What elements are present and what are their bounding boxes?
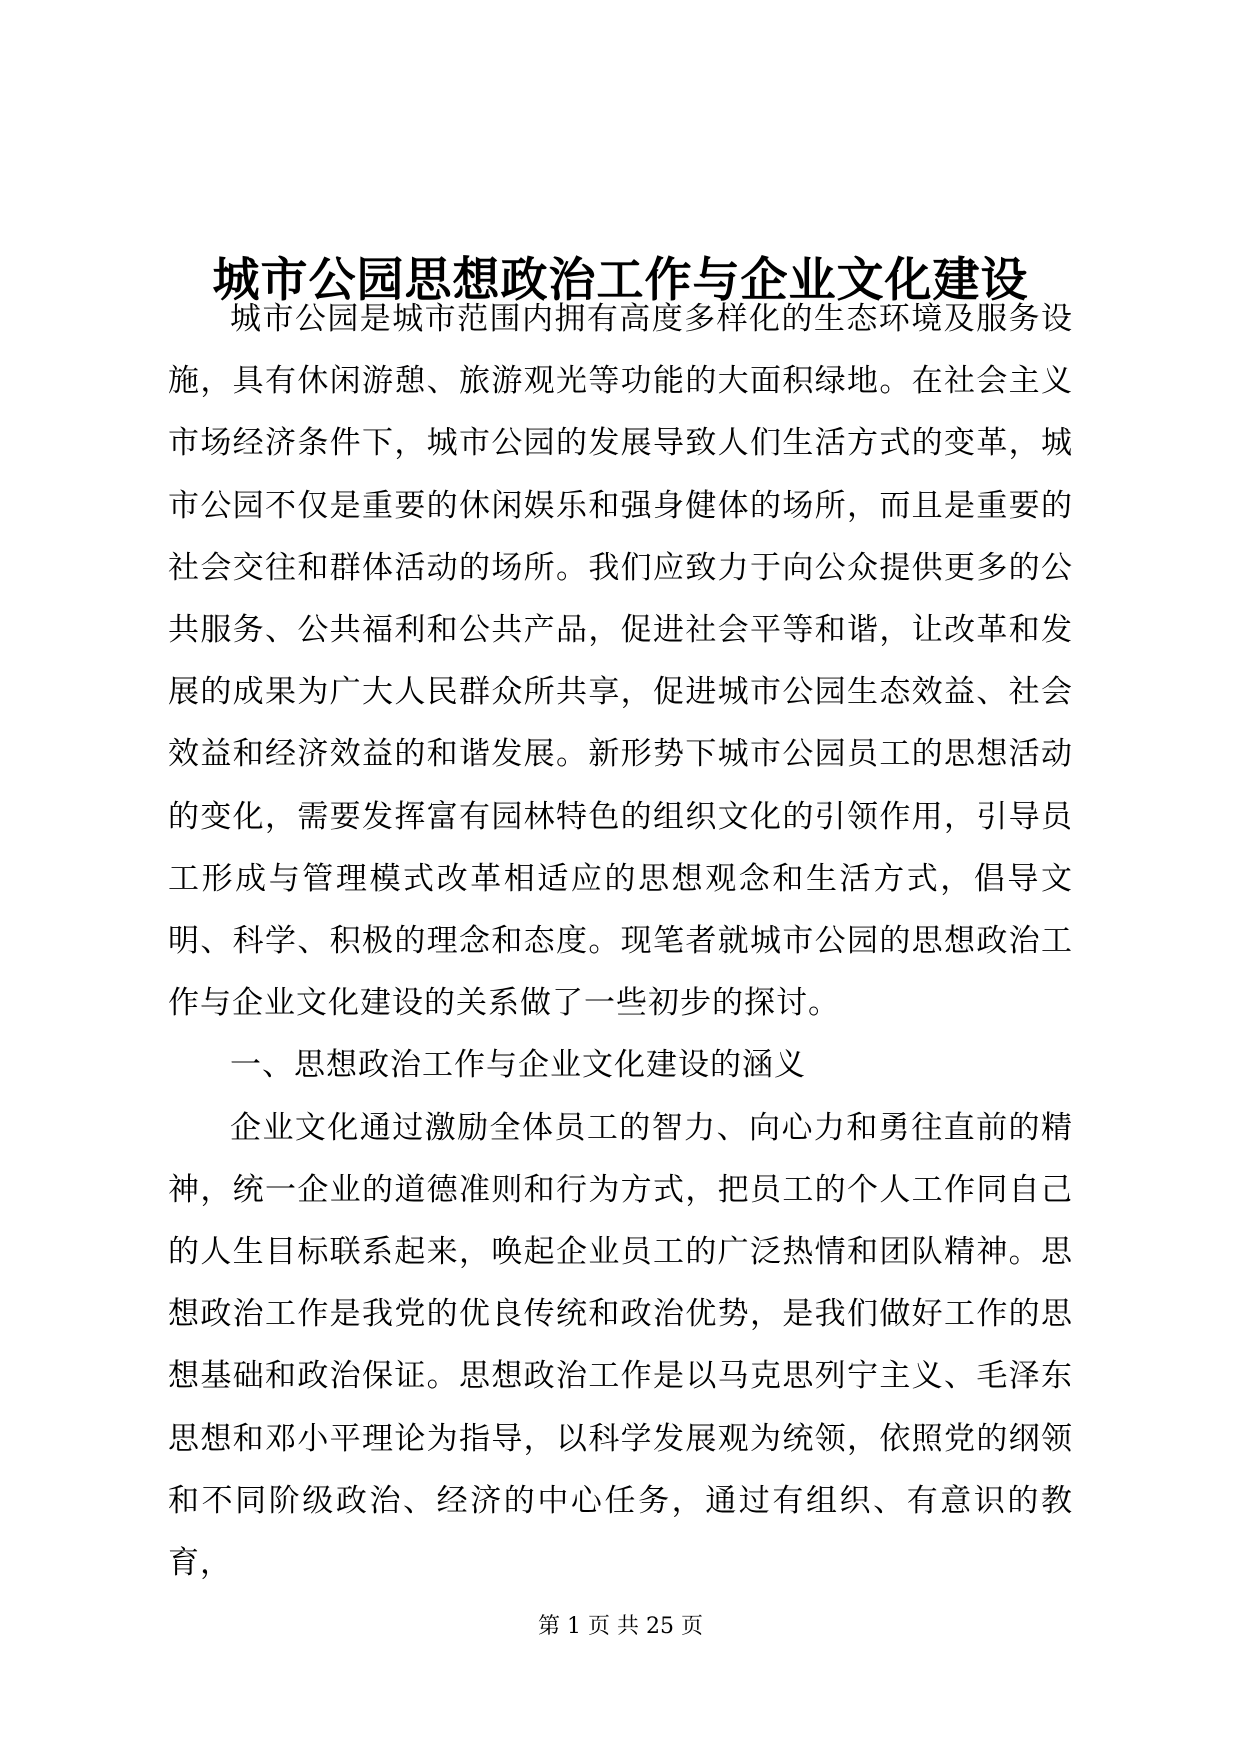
document-title: 城市公园思想政治工作与企业文化建设 (212, 253, 1029, 309)
paragraph-section-one: 企业文化通过激励全体员工的智力、向心力和勇往直前的精神，统一企业的道德准则和行为方式，把员工的个人工作同自己的人生目标联系起来，唤起企业员工的广泛热情和团队精神。思想政治工作是我党的优良传统和政治优势，是我们做好工作的思想基础和政治保证。思想政治工作是以马克思列宁主义、毛泽东思想和邓小平理论为指导，以科学发展观为统领，依照党的纲领和不同阶级政治、经济的中心任务，通过有组织、有意识的教育， (168, 1109, 1073, 1582)
section-heading: 一、思想政治工作与企业文化建设的涵义 (230, 1047, 806, 1084)
document-body (168, 288, 1073, 1594)
page-footer: 第 1 页 共 25 页 (538, 1614, 703, 1639)
paragraph-intro: 城市公园是城市范围内拥有高度多样化的生态环境及服务设施，具有休闲游憩、旅游观光等功能的大面积绿地。在社会主义市场经济条件下，城市公园的发展导致人们生活方式的变革，城市公园不仅是重要的休闲娱乐和强身健体的场所，而且是重要的社会交往和群体活动的场所。我们应致力于向公众提供更多的公共服务、公共福利和公共产品，促进社会平等和谐，让改革和发展的成果为广大人民群众所共享，促进城市公园生态效益、社会效益和经济效益的和谐发展。新形势下城市公园员工的思想活动的变化，需要发挥富有园林特色的组织文化的引领作用，引导员工形成与管理模式改革相适应的思想观念和生活方式，倡导文明、科学、积极的理念和态度。现笔者就城市公园的思想政治工作与企业文化建设的关系做了一些初步的探讨。 (168, 301, 1073, 1022)
